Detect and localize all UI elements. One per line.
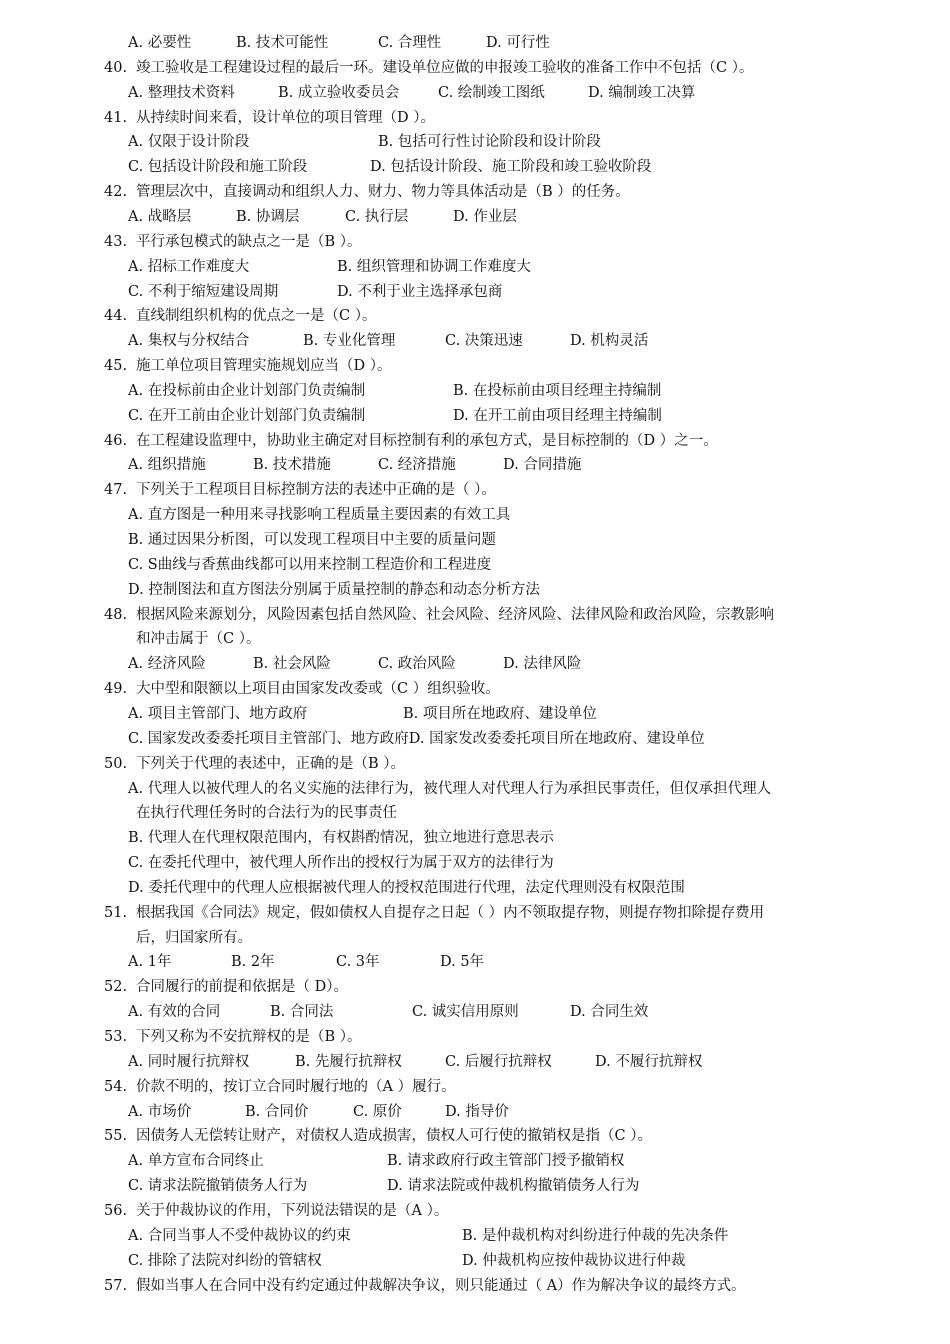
answer-option: D. 包括设计阶段、施工阶段和竣工验收阶段	[370, 159, 652, 176]
question-number: 45.	[104, 358, 128, 375]
answer-option: A. 仅限于设计阶段	[128, 134, 250, 151]
answer-option: B. 社会风险	[253, 656, 331, 673]
answer-option: C. 后履行抗辩权	[445, 1053, 552, 1070]
answer-option: D. 仲裁机构应按仲裁协议进行仲裁	[462, 1252, 686, 1269]
answer-option: B. 包括可行性讨论阶段和设计阶段	[378, 134, 601, 151]
question-number: 49.	[104, 681, 128, 698]
question-text: 合同履行的前提和依据是（ D）。	[136, 979, 348, 996]
answer-option: C. 3年	[336, 954, 380, 971]
answer-option: B. 技术可能性	[236, 35, 329, 51]
answer-option: B. 通过因果分析图，可以发现工程项目中主要的质量问题	[128, 532, 496, 548]
answer-option: C. 不利于缩短建设周期	[128, 283, 279, 300]
answer-option: C. 包括设计阶段和施工阶段	[128, 159, 308, 176]
answer-option: C. 决策迅速	[445, 333, 523, 350]
question-text: 因债务人无偿转让财产，对债权人造成损害，债权人可行使的撤销权是指（C ）。	[136, 1128, 652, 1145]
answer-option: B. 专业化管理	[303, 333, 396, 350]
question-text: 施工单位项目管理实施规划应当（D ）。	[136, 358, 392, 375]
question-text: 下列又称为不安抗辩权的是（B ）。	[136, 1029, 362, 1045]
answer-option: C. 请求法院撤销债务人行为	[128, 1178, 308, 1195]
question-text: 平行承包模式的缺点之一是（B ）。	[136, 233, 362, 250]
answer-option: D. 5年	[440, 954, 485, 971]
answer-option: C. 在委托代理中，被代理人所作出的授权行为属于双方的法律行为	[128, 855, 554, 872]
answer-option: A. 单方宣布合同终止	[128, 1153, 264, 1170]
answer-option: C. 执行层	[345, 208, 409, 225]
answer-option: C. 诚实信用原则	[412, 1004, 519, 1021]
answer-option: D. 作业层	[453, 208, 517, 225]
question-text: 管理层次中，直接调动和组织人力、财力、物力等具体活动是（B ）的任务。	[136, 184, 630, 201]
answer-option: B. 技术措施	[253, 457, 331, 474]
answer-option: A. 集权与分权结合	[128, 333, 250, 350]
answer-option: B. 合同法	[270, 1004, 334, 1021]
answer-option: D. 指导价	[445, 1103, 509, 1120]
question-number: 43.	[104, 233, 128, 250]
continuation-text: 和冲击属于（C ）。	[136, 631, 261, 648]
question-text: 假如当事人在合同中没有约定通过仲裁解决争议，则只能通过（ A）作为解决争议的最终方式。	[136, 1277, 746, 1294]
answer-option: D. 合同措施	[503, 457, 582, 474]
answer-option: B. 2年	[231, 954, 275, 971]
question-number: 44.	[104, 308, 128, 325]
question-number: 48.	[104, 606, 128, 623]
answer-option: C. 绘制竣工图纸	[438, 84, 545, 101]
answer-option: C. 政治风险	[378, 656, 456, 673]
answer-option: B. 是仲裁机构对纠纷进行仲裁的先决条件	[462, 1227, 729, 1244]
answer-option: D. 不履行抗辩权	[595, 1053, 703, 1070]
answer-option: B. 项目所在地政府、建设单位	[403, 705, 597, 722]
question-number: 50.	[104, 755, 128, 772]
answer-option: B. 合同价	[245, 1103, 309, 1120]
question-number: 57.	[104, 1277, 128, 1294]
question-text: 下列关于代理的表述中，正确的是（B ）。	[136, 755, 406, 772]
answer-option: A. 合同当事人不受仲裁协议的约束	[128, 1227, 351, 1244]
answer-option: B. 代理人在代理权限范围内，有权斟酌情况，独立地进行意思表示	[128, 830, 554, 847]
answer-option: C. 原价	[353, 1103, 402, 1120]
answer-option: C. 合理性	[378, 35, 442, 51]
question-text: 直线制组织机构的优点之一是（C ）。	[136, 308, 377, 325]
question-number: 56.	[104, 1202, 128, 1219]
answer-option: A. 整理技术资料	[128, 84, 235, 101]
question-number: 42.	[104, 184, 128, 201]
question-number: 54.	[104, 1078, 128, 1095]
answer-option: C. 排除了法院对纠纷的管辖权	[128, 1252, 322, 1269]
question-text: 大中型和限额以上项目由国家发改委或（C ）组织验收。	[136, 681, 500, 698]
answer-option: C. S曲线与香蕉曲线都可以用来控制工程造价和工程进度	[128, 556, 492, 573]
answer-option: D. 法律风险	[503, 656, 582, 673]
question-text: 下列关于工程项目目标控制方法的表述中正确的是（ ）。	[136, 482, 496, 499]
answer-option: A. 必要性	[128, 35, 192, 51]
answer-option: D. 可行性	[486, 35, 550, 51]
continuation-text: 在执行代理任务时的合法行为的民事责任	[136, 805, 397, 822]
question-text: 关于仲裁协议的作用，下列说法错误的是（A ）。	[136, 1202, 449, 1219]
answer-option: D. 机构灵活	[570, 333, 649, 350]
question-number: 41.	[104, 109, 128, 126]
answer-option: A. 项目主管部门、地方政府	[128, 705, 308, 722]
answer-option: D. 控制图法和直方图法分别属于质量控制的静态和动态分析方法	[128, 581, 540, 598]
answer-option: C. 国家发改委委托项目主管部门、地方政府D. 国家发改委委托项目所在地政府、建设单位	[128, 730, 705, 747]
answer-option: D. 合同生效	[570, 1004, 649, 1021]
continuation-text: 后，归国家所有。	[136, 929, 252, 946]
answer-option: A. 市场价	[128, 1103, 192, 1120]
answer-option: B. 先履行抗辩权	[295, 1053, 402, 1070]
question-text: 根据风险来源划分，风险因素包括自然风险、社会风险、经济风险、法律风险和政治风险，宗教影响	[136, 606, 774, 623]
answer-option: B. 在投标前由项目经理主持编制	[453, 382, 662, 399]
answer-option: D. 委托代理中的代理人应根据被代理人的授权范围进行代理，法定代理则没有权限范围	[128, 879, 685, 896]
answer-option: A. 组织措施	[128, 457, 206, 474]
question-number: 53.	[104, 1029, 128, 1045]
answer-option: B. 协调层	[236, 208, 300, 225]
answer-option: A. 代理人以被代理人的名义实施的法律行为，被代理人对代理人行为承担民事责任，但仅承担代理人	[128, 780, 772, 797]
answer-option: A. 招标工作难度大	[128, 258, 250, 275]
answer-option: A. 同时履行抗辩权	[128, 1053, 250, 1070]
question-number: 47.	[104, 482, 128, 499]
answer-option: A. 1年	[128, 954, 172, 971]
question-number: 40.	[104, 59, 128, 76]
answer-option: D. 在开工前由项目经理主持编制	[453, 407, 662, 424]
answer-option: C. 经济措施	[378, 457, 456, 474]
answer-option: B. 成立验收委员会	[278, 84, 400, 101]
answer-option: D. 请求法院或仲裁机构撤销债务人行为	[387, 1178, 640, 1195]
question-number: 51.	[104, 904, 128, 921]
question-text: 根据我国《合同法》规定，假如债权人自提存之日起（ ）内不领取提存物，则提存物扣除提存费用	[136, 904, 765, 921]
answer-option: B. 请求政府行政主管部门授予撤销权	[387, 1153, 625, 1170]
question-text: 在工程建设监理中，协助业主确定对目标控制有利的承包方式，是目标控制的（D ）之一。	[136, 432, 718, 449]
question-text: 价款不明的，按订立合同时履行地的（A ）履行。	[136, 1078, 456, 1095]
answer-option: D. 不利于业主选择承包商	[337, 283, 503, 300]
question-number: 46.	[104, 432, 128, 449]
question-text: 竣工验收是工程建设过程的最后一环。建设单位应做的申报竣工验收的准备工作中不包括（C ）。	[136, 59, 754, 76]
answer-option: A. 经济风险	[128, 656, 206, 673]
answer-option: B. 组织管理和协调工作难度大	[337, 258, 531, 275]
answer-option: A. 在投标前由企业计划部门负责编制	[128, 382, 366, 399]
answer-option: D. 编制竣工决算	[588, 84, 696, 101]
question-text: 从持续时间来看，设计单位的项目管理（D ）。	[136, 109, 435, 126]
answer-option: A. 有效的合同	[128, 1004, 221, 1021]
question-number: 55.	[104, 1128, 128, 1145]
answer-option: C. 在开工前由企业计划部门负责编制	[128, 407, 366, 424]
question-number: 52.	[104, 979, 128, 996]
answer-option: A. 战略层	[128, 208, 192, 225]
answer-option: A. 直方图是一种用来寻找影响工程质量主要因素的有效工具	[128, 507, 511, 524]
